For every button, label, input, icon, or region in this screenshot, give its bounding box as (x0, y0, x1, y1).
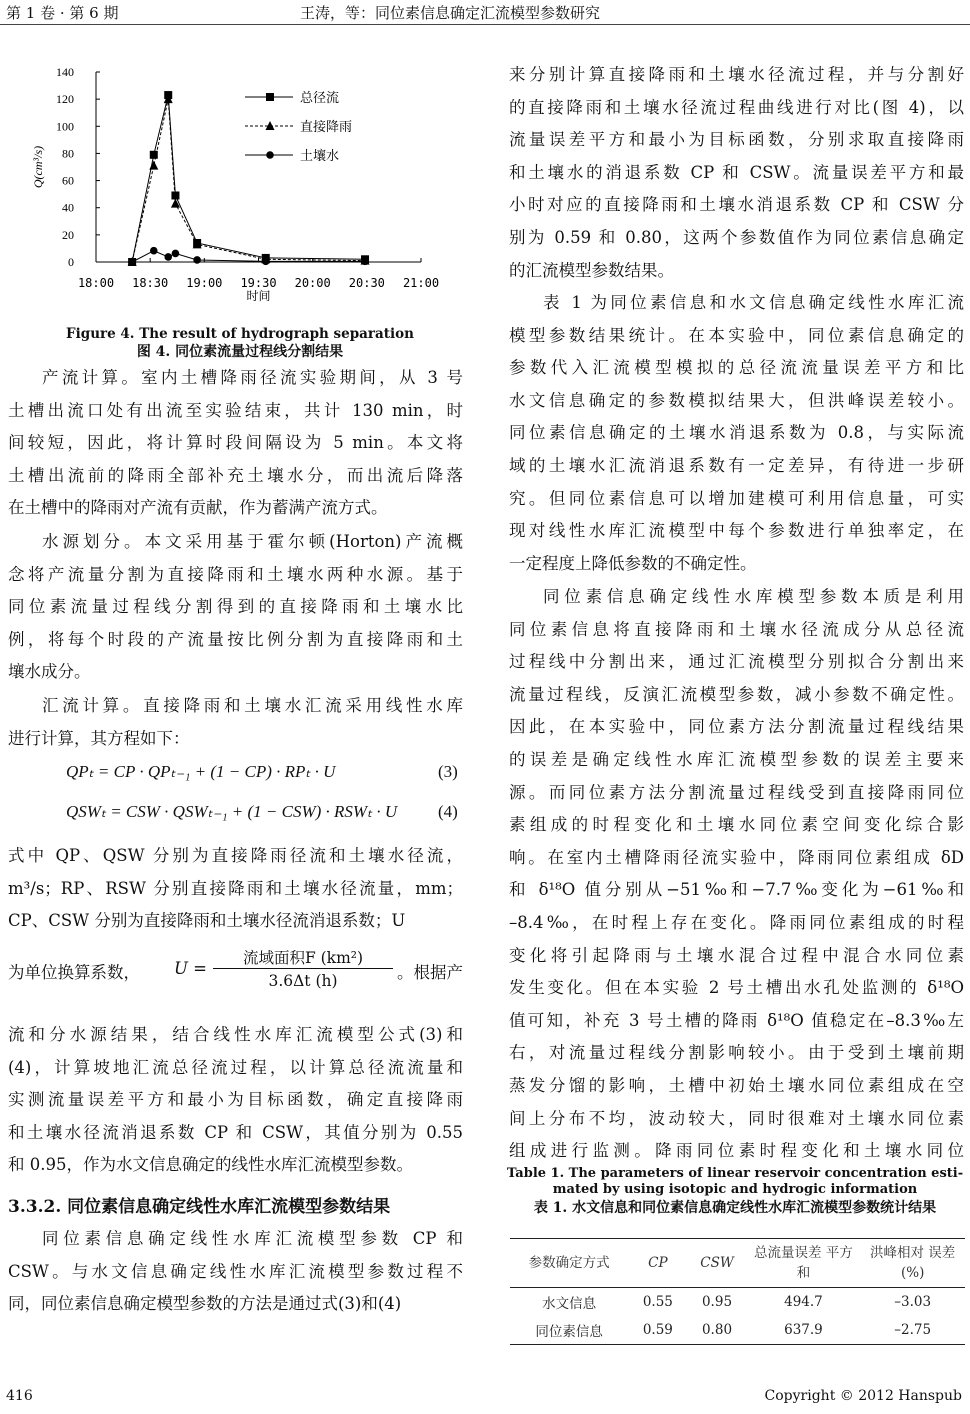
left-p1 (8, 362, 463, 525)
text-line: 表 1 为同位素信息和水文信息确定线性水库汇流 (543, 293, 964, 312)
unit-factor-line (8, 946, 463, 998)
text-line: 的直接降雨和土壤水径流过程曲线进行对比(图 4)，以 (509, 97, 964, 117)
x-tick-label: 18:00 (77, 276, 115, 290)
y-axis-label: Q(cm³/s) (31, 145, 45, 189)
text-line: 例，将每个时段的产流量按比例分割为直接降雨和土 (8, 629, 463, 649)
table-header-cell: 总流量误差 平方和 (754, 1245, 853, 1281)
text-line: 同位素信息确定的土壤水消退系数为 0.8，与实际流 (509, 423, 964, 443)
table-cell: 0.55 (642, 1294, 673, 1310)
text-line: 变化将引起降雨与土壤水混合过程中混合水同位素 (509, 945, 964, 965)
table-cell: 0.80 (701, 1322, 733, 1338)
table-caption-en-2: mated by using isotopic and hydrogic information (552, 1182, 918, 1197)
table-cell: 水文信息 (542, 1296, 597, 1312)
equation-4: QSWₜ = CSW · QSWₜ₋₁ + (1 − CSW) · RSWₜ · U (66, 802, 398, 821)
text-line: 间上分布不均，波动较大，同时很难对土壤水同位素 (509, 1108, 964, 1128)
table-body (510, 1288, 965, 1345)
text-line: 进行计算，其方程如下： (8, 728, 190, 748)
page-number: 416 (6, 1388, 33, 1404)
text-line: (4)，计算坡地汇流总径流过程，以计算总径流流量和 (8, 1057, 463, 1077)
figure-caption-zh: 图 4. 同位素流量过程线分割结果 (136, 344, 344, 360)
table-row (510, 1288, 965, 1317)
data-point-circle (164, 253, 172, 261)
table-cell: 637.9 (784, 1322, 823, 1338)
table-cell: 0.59 (642, 1322, 673, 1338)
data-point-circle (172, 250, 180, 258)
y-tick-label: 40 (62, 200, 74, 215)
legend-label: 总径流 (300, 91, 340, 106)
data-point-circle (150, 247, 158, 255)
text-line: 的误差是确定线性水库汇流模型参数的误差主要来 (509, 749, 964, 769)
equation-3-number: (3) (438, 762, 458, 781)
data-point-circle (262, 258, 270, 266)
left-p3 (8, 690, 463, 755)
table-header-cell: 洪峰相对 误差(%) (870, 1245, 956, 1281)
left-p2 (8, 526, 463, 689)
text-line: 式中 QP、QSW 分别为直接降雨径流和土壤水径流， (8, 846, 463, 865)
text-line: m³/s；RP、RSW 分别直接降雨和土壤水径流量，mm； (8, 878, 463, 898)
y-tick-label: 120 (56, 92, 74, 107)
table-caption-zh: 表 1. 水文信息和同位素信息确定线性水库汇流模型参数统计结果 (533, 1200, 937, 1216)
text-line: 蒸发分馏的影响，土槽中初始土壤水同位素组成在空 (509, 1075, 964, 1095)
table-header-row (510, 1239, 965, 1288)
x-tick-label: 21:00 (402, 276, 440, 290)
text-line: 同位素流量过程线分割得到的直接降雨和土壤水比 (8, 597, 463, 617)
text-line: CSW。与水文信息确定线性水库汇流模型参数过程不 (8, 1261, 463, 1281)
text-line: 实测流量误差平方和最小为目标函数，确定直接降雨 (8, 1090, 463, 1110)
right-p1 (509, 59, 964, 287)
left-p4b (8, 1019, 463, 1182)
text-line: 间较短，因此，将计算时段间隔设为 5 min。本文将 (8, 433, 463, 453)
text-line: 域的土壤水汇流消退系数有一定差异，有待进一步研 (509, 455, 964, 475)
text-line: 组成进行监测。降雨同位素时程变化和土壤水同位 (509, 1141, 964, 1161)
text-line: 模型参数结果统计。在本实验中，同位素信息确定的 (509, 325, 964, 345)
text-line: 流量误差平方和最小为目标函数，分别求取直接降雨 (509, 130, 964, 150)
text-line: 念将产流量分割为直接降雨和土壤水两种水源。基于 (8, 564, 463, 584)
table-row (510, 1316, 965, 1344)
text-line: 一定程度上降低参数的不确定性。 (509, 553, 757, 573)
text-line: 汇流计算。直接降雨和土壤水汇流采用线性水库 (42, 696, 463, 715)
text-line: 现对线性水库汇流模型中每个参数进行单独率定，在 (509, 521, 964, 541)
equation-4-number: (4) (438, 802, 458, 821)
section-heading-3-3-2: 3.3.2. 同位素信息确定线性水库汇流模型参数结果 (8, 1197, 391, 1217)
text-line: 和土壤水的消退系数 CP 和 CSW。流量误差平方和最 (509, 162, 964, 182)
x-tick-label: 18:30 (132, 276, 169, 290)
text-line: –8.4‰，在时程上存在变化。降雨同位素组成的时程 (509, 912, 964, 932)
legend-marker-circle (266, 151, 274, 159)
table-header-cell: 参数确定方式 (528, 1255, 610, 1271)
legend-marker-square (266, 93, 274, 101)
table-cell: –2.75 (894, 1322, 932, 1338)
unit-factor-prefix: 为单位换算系数， (8, 963, 140, 982)
y-tick-label: 0 (68, 255, 74, 269)
text-line: 值可知，补充 3 号土槽的降雨 δ¹⁸O 值稳定在–8.3‰左 (509, 1010, 964, 1030)
header-rule (0, 24, 970, 25)
text-line: 的汇流模型参数结果。 (509, 260, 674, 280)
text-line: 产流计算。室内土槽降雨径流实验期间，从 3 号 (42, 368, 463, 387)
x-tick-label: 19:30 (240, 276, 277, 290)
text-line: 水文信息确定的参数模拟结果大，但洪峰误差较小。 (509, 390, 964, 410)
text-line: 究。但同位素信息可以增加建模可利用信息量，可实 (509, 488, 964, 508)
figure-caption-en: Figure 4. The result of hydrograph separation (66, 326, 414, 342)
x-axis-label: 时间 (246, 289, 271, 303)
data-point-triangle (149, 161, 158, 170)
text-line: 和土壤水径流消退系数 CP 和 CSW，其值分别为 0.55 (8, 1122, 463, 1142)
x-tick-label: 20:30 (348, 276, 385, 290)
text-line: 小时对应的直接降雨和土壤水消退系数 CP 和 CSW 分 (509, 195, 964, 215)
table-caption-en-1: Table 1. The parameters of linear reservoir concentration esti- (506, 1166, 964, 1181)
text-line: 发生变化。但在本实验 2 号土槽出水孔处监测的 δ¹⁸O (509, 978, 964, 998)
text-line: 和 0.95，作为水文信息确定的线性水库汇流模型参数。 (8, 1155, 413, 1175)
y-tick-label: 80 (62, 146, 74, 161)
unit-factor-numerator: 流域面积F (km²) (213, 946, 393, 969)
text-line: 别为 0.59 和 0.80，这两个参数值作为同位素信息确定 (509, 227, 964, 247)
text-line: 源。而同位素方法分割流量过程线受到直接降雨同位 (509, 782, 964, 802)
text-line: 过程线中分割出来，通过汇流模型分别拟合分割出来 (509, 652, 964, 672)
text-line: 响。在室内土槽降雨径流实验中，降雨同位素组成 δD (509, 847, 964, 867)
table-header-cell: CSW (700, 1255, 734, 1271)
y-tick-label: 60 (62, 173, 74, 188)
text-line: 壤水成分。 (8, 662, 91, 682)
table-header-cell: CP (648, 1255, 668, 1271)
table-cell: –3.03 (894, 1294, 932, 1310)
text-line: 流和分水源结果，结合线性水库汇流模型公式(3)和 (8, 1025, 463, 1044)
text-line: 同位素信息将直接降雨和土壤水径流成分从总径流 (509, 619, 964, 639)
journal-volume: 第 1 卷 · 第 6 期 (6, 4, 119, 22)
right-p2 (509, 287, 964, 580)
data-point-circle (193, 256, 201, 264)
legend-label: 直接降雨 (300, 120, 353, 135)
copyright: Copyright © 2012 Hanspub (764, 1388, 962, 1404)
text-line: 因此，在本实验中，同位素方法分割流量过程线结果 (509, 717, 964, 737)
hydrograph-chart (0, 60, 480, 310)
text-line: 参数代入汇流模型模拟的总径流流量误差平方和比 (509, 358, 964, 378)
left-p5 (8, 1223, 463, 1321)
text-line: 在土槽中的降雨对产流有贡献，作为蓄满产流方式。 (8, 498, 388, 518)
y-tick-label: 140 (56, 65, 74, 79)
text-line: 土槽出流口处有出流至实验结束，共计 130 min，时 (8, 400, 463, 420)
unit-factor-lhs: U = (174, 959, 207, 978)
equation-3: QPₜ = CP · QPₜ₋₁ + (1 − CP) · RPₜ · U (66, 762, 336, 781)
running-title: 王涛，等：同位素信息确定汇流模型参数研究 (300, 4, 601, 22)
text-line: 流量过程线，反演汇流模型参数，减小参数不确定性。 (509, 684, 964, 704)
right-p3 (509, 581, 964, 1168)
text-line: CP、CSW 分别为直接降雨和土壤水径流消退系数；U (8, 911, 406, 931)
unit-factor-suffix: 。根据产 (397, 963, 463, 982)
y-tick-label: 100 (56, 119, 74, 134)
text-line: 同位素信息确定线性水库汇流模型参数 CP 和 (42, 1229, 463, 1248)
data-point-circle (128, 258, 136, 266)
y-tick-label: 20 (62, 227, 74, 242)
text-line: 素组成的时程变化和土壤水同位素空间变化综合影 (509, 815, 964, 835)
text-line: 同位素信息确定线性水库模型参数本质是利用 (543, 587, 964, 606)
legend-label: 土壤水 (300, 149, 340, 164)
table-cell: 0.95 (701, 1294, 733, 1310)
x-tick-label: 19:00 (186, 276, 223, 290)
text-line: 来分别计算直接降雨和土壤水径流过程，并与分割好 (509, 65, 964, 84)
unit-factor-denominator: 3.6Δt (h) (268, 972, 338, 990)
x-tick-label: 20:00 (294, 276, 331, 290)
text-line: 和 δ¹⁸O 值分别从−51‰和−7.7‰变化为−61‰和 (509, 880, 964, 900)
text-line: 水源划分。本文采用基于霍尔顿(Horton)产流概 (42, 532, 463, 551)
table-cell: 同位素信息 (535, 1324, 603, 1340)
text-line: 土槽出流前的降雨全部补充土壤水分，而出流后降落 (8, 465, 463, 485)
data-point-circle (361, 258, 369, 266)
text-line: 右，对流量过程线分割影响较小。由于受到土壤前期 (509, 1043, 964, 1063)
left-p4a (8, 840, 463, 938)
table-cell: 494.7 (784, 1294, 823, 1310)
text-line: 同，同位素信息确定模型参数的方法是通过式(3)和(4) (8, 1294, 402, 1314)
parameters-table (510, 1238, 965, 1345)
